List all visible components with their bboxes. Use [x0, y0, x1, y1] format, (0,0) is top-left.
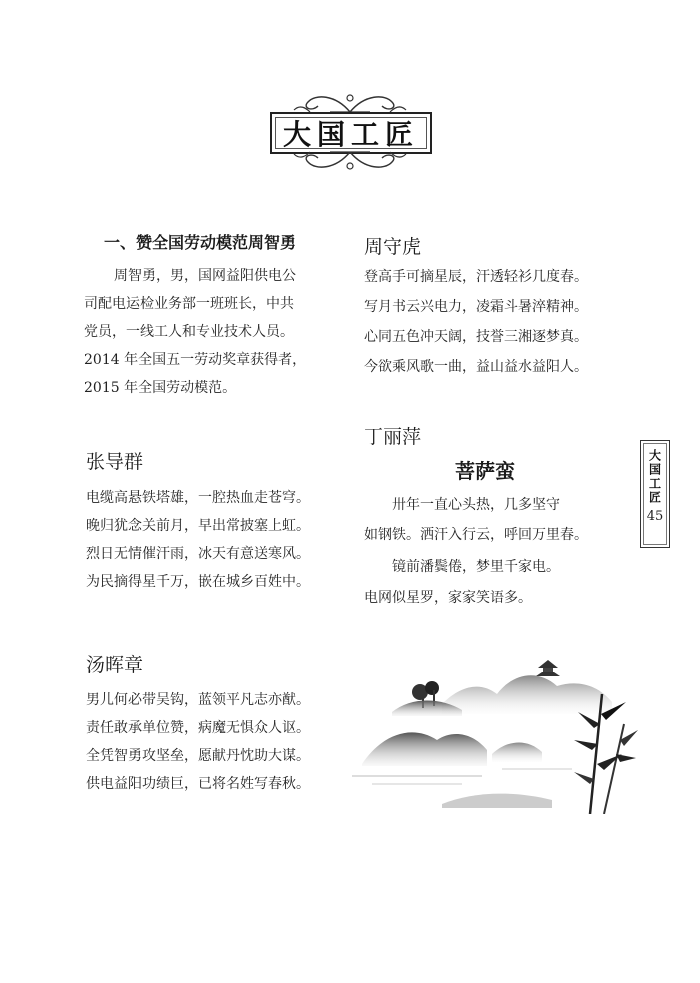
side-tab-label: 大国工匠: [647, 449, 662, 505]
poem-tang-line-4: 供电益阳功绩巨，已将名姓写春秋。: [86, 776, 310, 792]
page-title: 大国工匠: [270, 112, 432, 154]
poem-author-tang: 汤晖章: [86, 654, 144, 676]
poem-zhou-line-2: 写月书云兴电力，凌霜斗暑淬精神。: [364, 299, 588, 315]
poem-zhang-line-2: 晚归犹念关前月，早出常披塞上虹。: [86, 518, 310, 534]
poem-tang-line-3: 全凭智勇攻坚垒，愿献丹忱助大谋。: [86, 748, 310, 764]
poem-author-ding: 丁丽萍: [364, 426, 422, 448]
poem-tang-line-1: 男儿何必带吴钩，蓝领平凡志亦猷。: [86, 692, 310, 708]
ornament-top-icon: [290, 90, 410, 114]
poem-zhou-line-4: 今欲乘风歌一曲，益山益水益阳人。: [364, 359, 588, 375]
poem-ding-line-2: 如钢铁。洒汗入行云，呼回万里春。: [364, 527, 588, 543]
intro-line-4: 2014 年全国五一劳动奖章获得者，: [84, 352, 307, 368]
section-heading-zhou-zhiyong: 一、赞全国劳动模范周智勇: [104, 233, 297, 252]
page-number: 45: [646, 509, 664, 524]
poem-zhang-line-3: 烈日无情催汗雨，冰天有意送寒风。: [86, 546, 310, 562]
poem-author-zhang: 张导群: [86, 451, 144, 473]
title-block: [262, 90, 438, 174]
ink-landscape-icon: [342, 654, 640, 814]
poem-zhang-line-1: 电缆高悬铁塔雄，一腔热血走苍穹。: [86, 490, 310, 506]
poem-zhou-line-1: 登高手可摘星辰，汗透轻衫几度春。: [364, 269, 588, 285]
poem-zhou-line-3: 心同五色冲天阔，技誉三湘逐梦真。: [364, 329, 588, 345]
poem-tang-line-2: 责任敢承单位赞，病魔无惧众人讴。: [86, 720, 310, 736]
side-tab: [640, 440, 670, 548]
poem-author-zhou: 周守虎: [364, 236, 422, 258]
poem-ding-line-3: 镜前潘鬓倦，梦里千家电。: [392, 559, 560, 575]
poem-ding-line-4: 电网似星罗，家家笑语多。: [364, 590, 532, 606]
poem-title-pusaman: 菩萨蛮: [455, 459, 515, 483]
intro-line-1: 周智勇，男，国网益阳供电公: [114, 268, 296, 284]
poem-zhang-line-4: 为民摘得星千万，嵌在城乡百姓中。: [86, 574, 310, 590]
poem-ding-line-1: 卅年一直心头热，几多坚守: [392, 497, 560, 513]
intro-line-2: 司配电运检业务部一班班长，中共: [84, 296, 294, 312]
intro-line-3: 党员，一线工人和专业技术人员。: [84, 324, 294, 340]
intro-line-5: 2015 年全国劳动模范。: [84, 380, 237, 396]
ornament-bottom-icon: [290, 150, 410, 174]
